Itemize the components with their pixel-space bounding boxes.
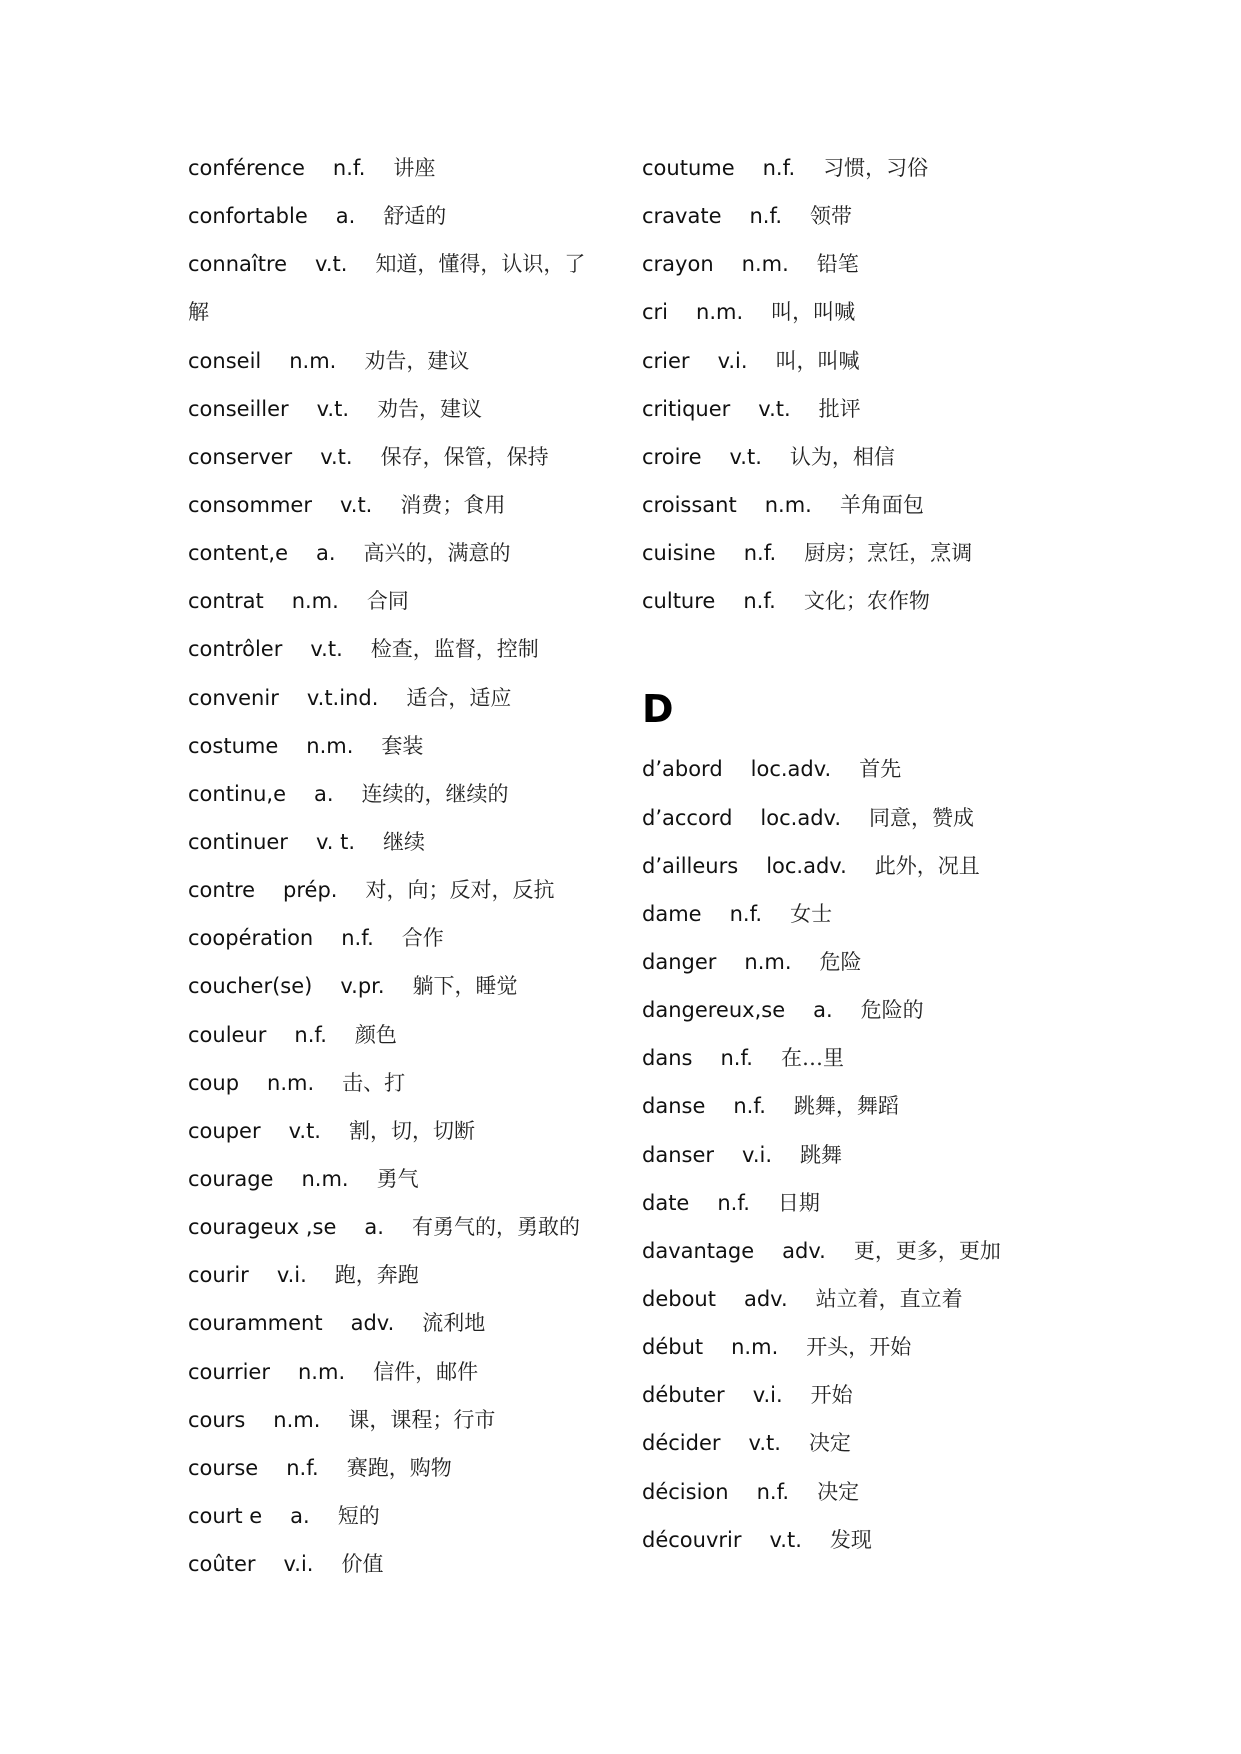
- entry-word: continuer: [188, 829, 288, 854]
- list-item: [642, 842, 1062, 890]
- entry-meaning: 同意，赞成: [869, 805, 974, 830]
- list-item: [642, 1131, 1062, 1179]
- entry-pos: n.f.: [717, 1190, 750, 1215]
- entry-meaning: 劝告，建议: [377, 396, 483, 421]
- entry-meaning: 短的: [337, 1503, 380, 1528]
- entry-word: convenir: [188, 685, 279, 710]
- entry-pos: v.i.: [276, 1263, 307, 1288]
- entry-pos: v.t.: [320, 444, 353, 469]
- entry-pos: n.f.: [294, 1022, 327, 1047]
- entry-word: courage: [188, 1166, 274, 1191]
- entry-word: dame: [642, 901, 702, 926]
- list-item: [188, 866, 628, 914]
- entry-meaning: 此外，况且: [874, 853, 980, 878]
- entry-pos: a.: [364, 1215, 384, 1240]
- list-item: [188, 1203, 628, 1251]
- entry-meaning: 检查，监督，控制: [370, 637, 539, 662]
- entry-word: début: [642, 1335, 704, 1360]
- entry-meaning: 叫，叫喊: [771, 300, 856, 325]
- list-item: [642, 385, 1062, 433]
- entry-pos: loc.adv.: [766, 853, 847, 878]
- entry-word: continu,e: [188, 781, 286, 806]
- entry-word: couleur: [188, 1022, 267, 1047]
- entry-meaning: 更，更多，更加: [853, 1238, 1001, 1263]
- list-item: [188, 1107, 628, 1155]
- entry-meaning: 击、打: [342, 1070, 406, 1095]
- list-item: [642, 938, 1062, 986]
- entry-pos: n.m.: [291, 589, 339, 614]
- list-item: [188, 192, 628, 240]
- list-item: [188, 1059, 628, 1107]
- entry-meaning: 认为，相信: [789, 444, 895, 469]
- entry-pos: n.f.: [286, 1455, 319, 1480]
- entry-word: contrat: [188, 589, 264, 614]
- entry-pos: adv.: [782, 1238, 826, 1263]
- list-item: [642, 745, 1062, 793]
- list-item: [188, 337, 628, 385]
- entry-word: courrier: [188, 1359, 270, 1384]
- list-item: [188, 1492, 628, 1540]
- list-item: [188, 1348, 628, 1396]
- entry-meaning: 课，课程；行市: [348, 1407, 496, 1432]
- entry-pos: v.t.: [288, 1118, 321, 1143]
- list-item: [642, 1468, 1062, 1516]
- entry-meaning: 羊角面包: [839, 492, 924, 517]
- entry-word: connaître: [188, 252, 288, 277]
- entry-meaning: 有勇气的，勇敢的: [411, 1215, 580, 1240]
- entry-meaning: 危险的: [860, 998, 924, 1023]
- entry-word: coutume: [642, 156, 735, 180]
- entry-word: croissant: [642, 492, 737, 517]
- entry-word: d’ailleurs: [642, 853, 739, 878]
- list-item: [642, 1323, 1062, 1371]
- entry-meaning: 跳舞，舞蹈: [793, 1094, 899, 1119]
- entry-meaning: 危险: [819, 949, 862, 974]
- section-spacer: [642, 625, 1062, 673]
- entry-pos: n.m.: [696, 300, 744, 325]
- entry-meaning: 跳舞: [800, 1142, 842, 1167]
- entry-meaning: 知道，懂得，认识，了: [375, 252, 586, 277]
- entry-word: court e: [188, 1503, 263, 1528]
- entry-meaning: 流利地: [422, 1311, 486, 1336]
- entry-word: danse: [642, 1094, 706, 1119]
- entry-word: d’accord: [642, 805, 733, 830]
- list-item: [188, 529, 628, 577]
- entry-word: courir: [188, 1263, 249, 1288]
- entry-word: contrôler: [188, 637, 283, 662]
- entry-pos: a.: [813, 998, 833, 1023]
- entry-word: débuter: [642, 1383, 725, 1408]
- list-item: [188, 962, 628, 1010]
- entry-meaning: 批评: [818, 396, 861, 421]
- entry-word: conseiller: [188, 396, 289, 421]
- entry-pos: v.t.: [748, 1431, 781, 1456]
- entry-meaning: 合作: [401, 926, 444, 951]
- entry-word: culture: [642, 589, 716, 614]
- entry-meaning: 合同: [366, 589, 409, 614]
- entry-word: critiquer: [642, 396, 731, 421]
- entry-pos: prép.: [283, 878, 338, 903]
- entry-word: couramment: [188, 1311, 323, 1336]
- entry-meaning: 舒适的: [383, 204, 447, 229]
- list-item: [642, 986, 1062, 1034]
- list-item: [188, 770, 628, 818]
- entry-meaning: 适合，适应: [406, 685, 512, 710]
- entry-word: danger: [642, 949, 717, 974]
- list-item: [188, 1155, 628, 1203]
- list-item: [642, 794, 1062, 842]
- list-item: [642, 577, 1062, 625]
- entry-pos: n.f.: [762, 156, 796, 180]
- entry-meaning: 文化；农作物: [803, 589, 930, 614]
- entry-pos: n.m.: [741, 252, 789, 277]
- entry-word: cuisine: [642, 541, 716, 566]
- list-item: [188, 1396, 628, 1444]
- list-item: [188, 1011, 628, 1059]
- entry-word: dans: [642, 1046, 693, 1071]
- entry-pos: n.f.: [729, 901, 763, 926]
- entry-pos: adv.: [350, 1311, 395, 1336]
- entry-pos: n.m.: [273, 1407, 321, 1432]
- entry-word: courageux ,se: [188, 1215, 337, 1240]
- entry-meaning: 决定: [808, 1431, 851, 1456]
- entry-meaning: 讲座: [393, 156, 436, 180]
- right-column: [642, 144, 1062, 1564]
- entry-meaning: 信件，邮件: [373, 1359, 479, 1384]
- entry-meaning: 对，向；反对，反抗: [365, 878, 555, 903]
- entry-meaning: 价值: [341, 1552, 384, 1577]
- entry-word: conférence: [188, 156, 305, 180]
- list-item: [188, 625, 628, 673]
- entry-pos: v.i.: [742, 1142, 772, 1167]
- entry-word: cours: [188, 1407, 246, 1432]
- list-item: [642, 890, 1062, 938]
- entry-meaning: 站立着，直立着: [815, 1286, 963, 1311]
- entry-pos: n.f.: [743, 589, 776, 614]
- entry-word: coopération: [188, 926, 314, 951]
- left-column: [188, 144, 628, 1588]
- entry-meaning: 在…里: [780, 1046, 844, 1071]
- entry-pos: n.m.: [301, 1166, 349, 1191]
- entry-pos: n.m.: [267, 1070, 315, 1095]
- entry-word: danser: [642, 1142, 715, 1167]
- list-item: [642, 1275, 1062, 1323]
- entry-pos: n.f.: [749, 204, 783, 229]
- list-item: [188, 818, 628, 866]
- entry-word: crayon: [642, 252, 714, 277]
- entry-word: date: [642, 1190, 690, 1215]
- entry-pos: v.pr.: [340, 974, 385, 999]
- entry-pos: v.t.: [339, 492, 373, 517]
- entry-pos: n.m.: [298, 1359, 346, 1384]
- entry-word: couper: [188, 1118, 261, 1143]
- entry-meaning: 勇气: [376, 1166, 419, 1191]
- entry-pos: v.t.: [316, 396, 350, 421]
- entry-pos: n.m.: [764, 492, 812, 517]
- entry-word: décider: [642, 1431, 721, 1456]
- list-item: [642, 1419, 1062, 1467]
- entry-word: coup: [188, 1070, 240, 1095]
- entry-meaning: 习惯，习俗: [823, 156, 929, 180]
- entry-pos: n.m.: [306, 733, 354, 758]
- entry-pos: v.t.: [315, 252, 348, 277]
- entry-meaning: 连续的，继续的: [361, 781, 509, 806]
- entry-pos: v.t.: [758, 396, 791, 421]
- entry-word: course: [188, 1455, 259, 1480]
- list-item: [188, 1540, 628, 1588]
- entry-word: coucher(se): [188, 974, 313, 999]
- list-item: [188, 674, 628, 722]
- list-item: [642, 1179, 1062, 1227]
- entry-word: découvrir: [642, 1527, 742, 1552]
- entry-pos: v.i.: [752, 1383, 783, 1408]
- entry-pos: n.m.: [744, 949, 792, 974]
- entry-meaning: 叫，叫喊: [775, 348, 860, 373]
- entry-pos: n.f.: [720, 1046, 753, 1071]
- list-item: [642, 1371, 1062, 1419]
- list-item-continuation: [188, 288, 628, 336]
- entry-pos: a.: [316, 541, 336, 566]
- entry-pos: a.: [335, 204, 356, 229]
- list-item: [642, 192, 1062, 240]
- entry-word: décision: [642, 1479, 729, 1504]
- entry-word: debout: [642, 1286, 716, 1311]
- list-item: [188, 385, 628, 433]
- entry-pos: n.f.: [733, 1094, 766, 1119]
- list-item: [642, 1034, 1062, 1082]
- entry-pos: v.t.: [310, 637, 343, 662]
- entry-pos: n.f.: [743, 541, 777, 566]
- list-item: [188, 577, 628, 625]
- entry-meaning: 割，切，切断: [348, 1118, 475, 1143]
- list-item: [642, 1082, 1062, 1130]
- entry-meaning: 跑，奔跑: [334, 1263, 419, 1288]
- list-item: [188, 1299, 628, 1347]
- entry-pos: v.t.: [769, 1527, 802, 1552]
- entry-meaning: 赛跑，购物: [346, 1455, 452, 1480]
- entry-meaning: 决定: [817, 1479, 860, 1504]
- entry-meaning: 高兴的，满意的: [363, 541, 511, 566]
- entry-word: cravate: [642, 204, 722, 229]
- entry-pos: v.i.: [717, 348, 748, 373]
- entry-meaning: 消费；食用: [400, 492, 506, 517]
- list-item: [188, 481, 628, 529]
- entry-meaning: 发现: [829, 1527, 872, 1552]
- entry-word: coûter: [188, 1552, 256, 1577]
- list-item: [188, 144, 628, 192]
- entry-meaning: 开始: [810, 1383, 853, 1408]
- entry-word: consommer: [188, 492, 312, 517]
- list-item: [642, 144, 1062, 192]
- entry-pos: n.f.: [341, 926, 374, 951]
- entry-word: costume: [188, 733, 279, 758]
- list-item: [642, 481, 1062, 529]
- list-item: [642, 1227, 1062, 1275]
- entry-meaning: 继续: [383, 829, 426, 854]
- entry-pos: n.f.: [332, 156, 366, 180]
- entry-meaning: 开头，开始: [806, 1335, 912, 1360]
- entry-meaning: 厨房；烹饪，烹调: [804, 541, 973, 566]
- entry-pos: v.t.: [729, 444, 762, 469]
- list-item: [642, 240, 1062, 288]
- entry-meaning: 劝告，建议: [364, 348, 470, 373]
- entry-pos: n.m.: [731, 1335, 779, 1360]
- list-item: [188, 433, 628, 481]
- section-letter-heading: D: [642, 687, 674, 732]
- entry-meaning: 领带: [810, 204, 853, 229]
- list-item: [642, 337, 1062, 385]
- entry-pos: n.f.: [756, 1479, 790, 1504]
- entry-meaning: 日期: [777, 1190, 820, 1215]
- entry-pos: loc.adv.: [750, 757, 832, 782]
- list-item: [642, 529, 1062, 577]
- entry-word: d’abord: [642, 757, 723, 782]
- list-item: [188, 240, 628, 288]
- entry-word: confortable: [188, 204, 308, 229]
- entry-meaning: 女士: [790, 901, 833, 926]
- entry-word: conseil: [188, 348, 262, 373]
- entry-word: crier: [642, 348, 690, 373]
- entry-word: croire: [642, 444, 702, 469]
- entry-word: cri: [642, 300, 669, 325]
- entry-meaning: 首先: [859, 757, 902, 782]
- entry-word: content,e: [188, 541, 288, 566]
- entry-word: dangereux,se: [642, 998, 786, 1023]
- entry-pos: a.: [314, 781, 334, 806]
- entry-pos: v. t.: [315, 829, 356, 854]
- list-item: [188, 1444, 628, 1492]
- entry-word: davantage: [642, 1238, 755, 1263]
- list-item: [188, 914, 628, 962]
- entry-pos: n.m.: [289, 348, 337, 373]
- entry-pos: adv.: [743, 1286, 788, 1311]
- list-item: [642, 1516, 1062, 1564]
- entry-pos: v.t.ind.: [306, 685, 379, 710]
- entry-pos: v.i.: [283, 1552, 314, 1577]
- list-item: [188, 1251, 628, 1299]
- list-item: [642, 288, 1062, 336]
- entry-meaning: 套装: [381, 733, 424, 758]
- entry-meaning: 铅笔: [816, 252, 859, 277]
- entry-meaning: 颜色: [354, 1022, 397, 1047]
- entry-meaning: 躺下，睡觉: [412, 974, 518, 999]
- entry-word: contre: [188, 878, 256, 903]
- entry-pos: a.: [290, 1503, 310, 1528]
- entry-meaning-continuation: 解: [188, 300, 209, 325]
- list-item: [188, 722, 628, 770]
- entry-meaning: 保存，保管，保持: [380, 444, 549, 469]
- entry-pos: loc.adv.: [760, 805, 841, 830]
- list-item: [642, 433, 1062, 481]
- entry-word: conserver: [188, 444, 293, 469]
